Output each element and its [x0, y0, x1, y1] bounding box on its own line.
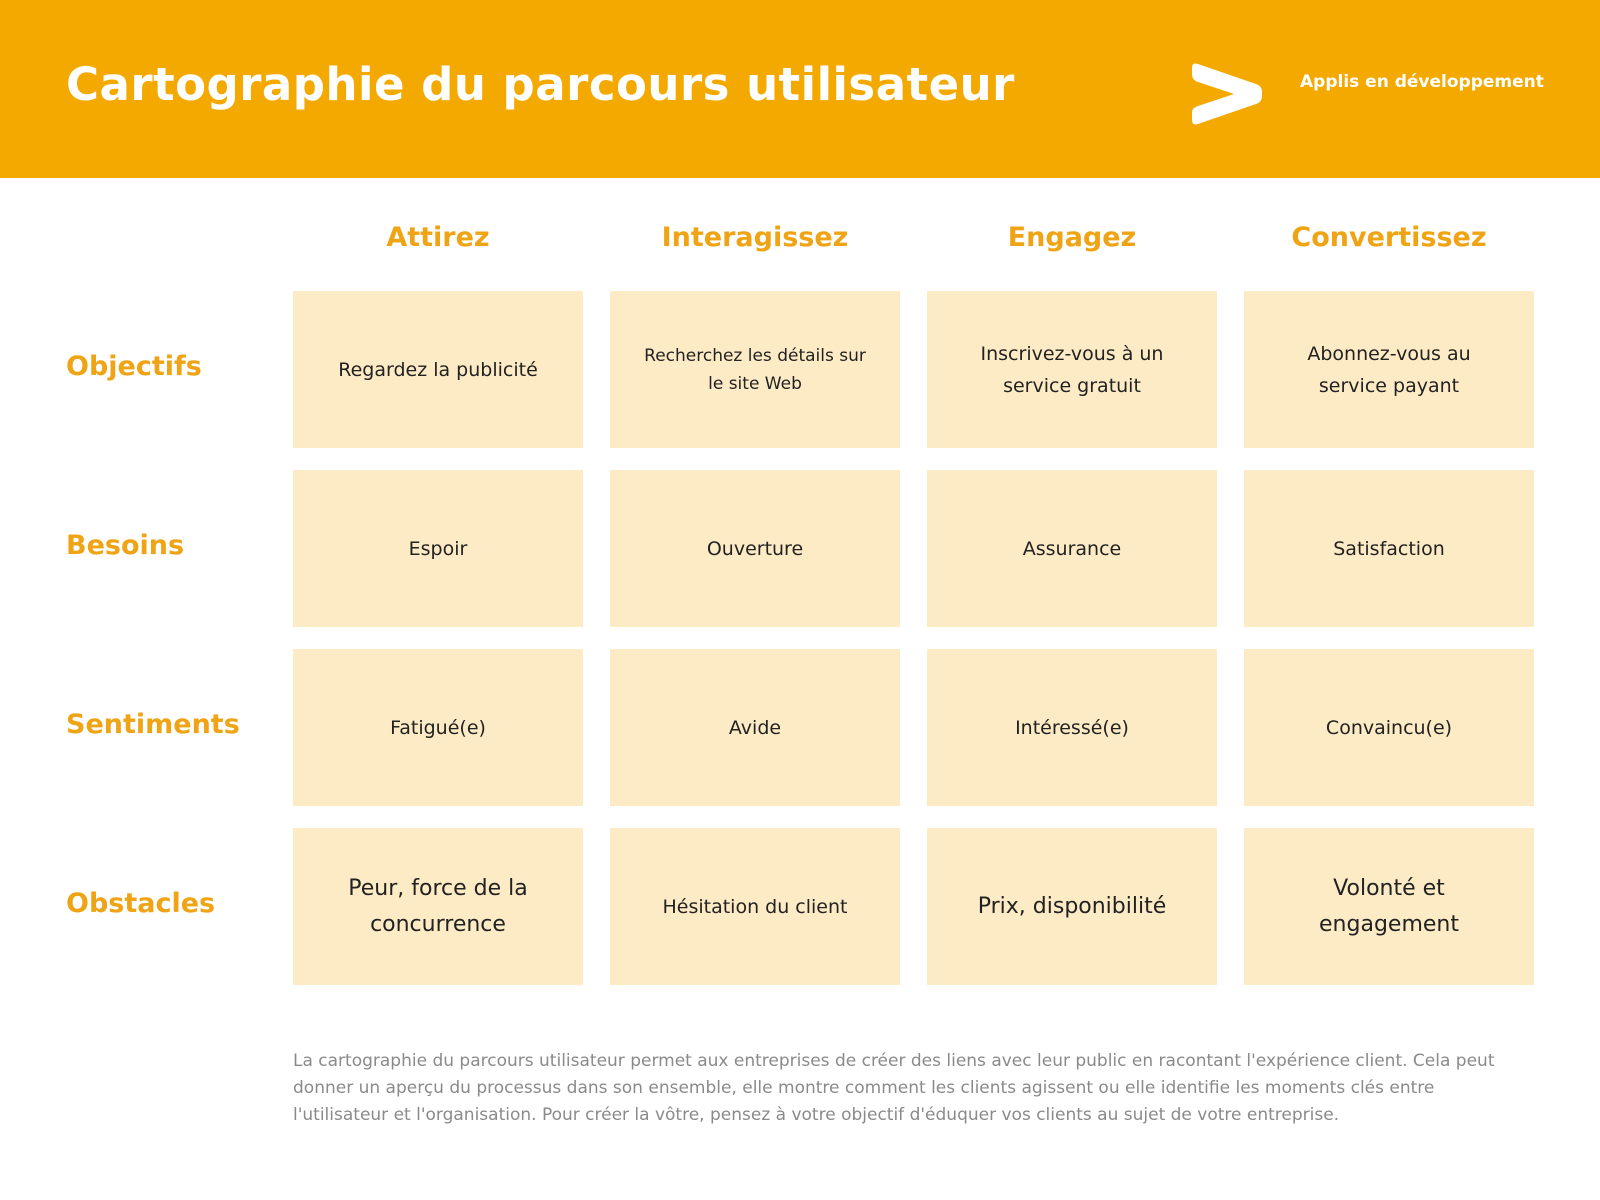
grid-cell-obstacles-convertissez: Volonté et engagement [1244, 828, 1534, 985]
row-header-sentiments: Sentiments [66, 709, 240, 740]
grid-cell-obstacles-attirez: Peur, force de la concurrence [293, 828, 583, 985]
grid-cell-objectifs-convertissez: Abonnez-vous au service payant [1244, 291, 1534, 448]
header-banner [0, 0, 1600, 178]
grid-cell-obstacles-engagez: Prix, disponibilité [927, 828, 1217, 985]
column-header-engagez: Engagez [1007, 222, 1137, 253]
column-header-attirez: Attirez [386, 222, 490, 253]
grid-cell-objectifs-engagez: Inscrivez-vous à un service gratuit [927, 291, 1217, 448]
grid-cell-obstacles-interagissez: Hésitation du client [610, 828, 900, 985]
grid-cell-sentiments-engagez: Intéressé(e) [927, 649, 1217, 806]
grid-cell-besoins-convertissez: Satisfaction [1244, 470, 1534, 627]
grid-cell-sentiments-interagissez: Avide [610, 649, 900, 806]
page-title: Cartographie du parcours utilisateur [66, 58, 1015, 111]
row-header-objectifs: Objectifs [66, 351, 202, 382]
grid-cell-objectifs-interagissez: Recherchez les détails sur le site Web [610, 291, 900, 448]
footnote-description: La cartographie du parcours utilisateur permet aux entreprises de créer des liens avec leur public en racontant l'expérience client. Cela peut donner un aperçu du processus dans son ensemble, elle montre comment les clients agissent ou elle identifie les moments clés entre l'utilisateur et l'organisation. Pour créer la vôtre, pensez à votre objectif d'éduquer vos clients au sujet de votre entreprise. [293, 1051, 1495, 1125]
grid-cell-besoins-interagissez: Ouverture [610, 470, 900, 627]
grid-cell-besoins-engagez: Assurance [927, 470, 1217, 627]
column-header-interagissez: Interagissez [661, 222, 849, 253]
column-header-convertissez: Convertissez [1291, 222, 1487, 253]
grid-cell-besoins-attirez: Espoir [293, 470, 583, 627]
grid-cell-sentiments-convertissez: Convaincu(e) [1244, 649, 1534, 806]
header-tagline: Applis en développement [1300, 72, 1544, 92]
row-header-obstacles: Obstacles [66, 888, 216, 919]
row-header-besoins: Besoins [66, 530, 185, 561]
chevron-arrow-logo-icon [1190, 58, 1264, 132]
grid-cell-objectifs-attirez: Regardez la publicité [293, 291, 583, 448]
grid-cell-sentiments-attirez: Fatigué(e) [293, 649, 583, 806]
